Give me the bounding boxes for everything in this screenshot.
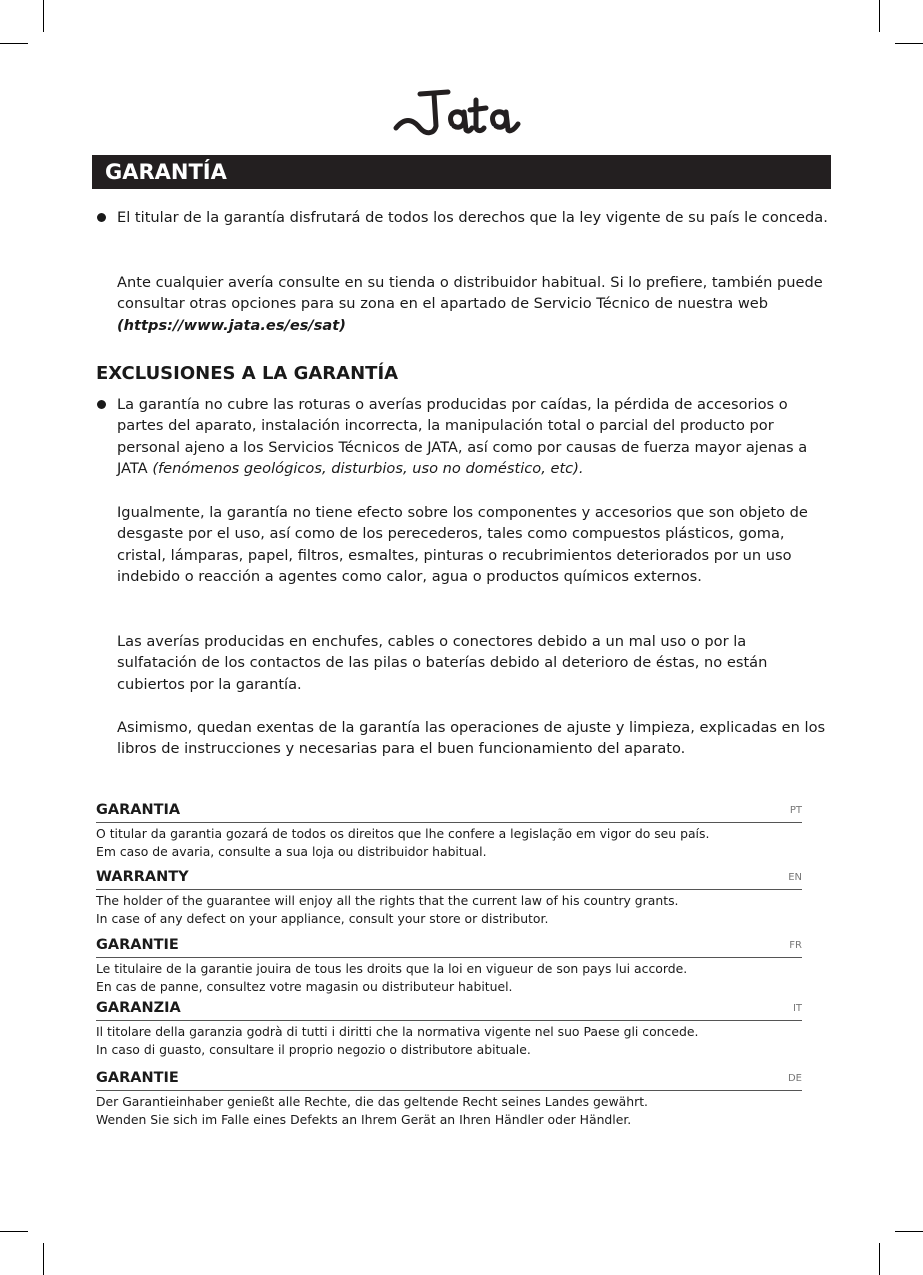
language-title: WARRANTY: [96, 869, 189, 885]
language-section-it: [96, 998, 802, 1058]
banner-title: GARANTÍA: [105, 160, 227, 184]
language-title: GARANTIE: [96, 937, 179, 953]
language-header: [96, 1068, 802, 1091]
language-section-de: [96, 1068, 802, 1128]
exclusions-paragraph-3: Las averías producidas en enchufes, cables o conectores debido a un mal uso o por la sulfatación de los contactos de las pilas o baterías debido al deterioro de éstas, no están cubiertos por la garantía.: [117, 633, 768, 693]
crop-mark-bottom-right-h: [895, 1231, 923, 1232]
crop-mark-top-right-h: [895, 43, 923, 44]
language-section-pt: [96, 800, 802, 860]
crop-mark-bottom-left-h: [0, 1231, 28, 1232]
language-line-1: Il titolare della garanzia godrà di tutti i diritti che la normativa vigente nel suo Paese gli concede.: [96, 1024, 699, 1039]
language-header: [96, 867, 802, 890]
crop-mark-top-right-v: [879, 0, 880, 32]
warranty-paragraph-2-text: Ante cualquier avería consulte en su tienda o distribuidor habitual. Si lo prefiere, también puede consultar otras opciones para su zona en el apartado de Servicio Técnico de nuestra web: [117, 274, 823, 313]
language-line-1: Le titulaire de la garantie jouira de tous les droits que la loi en vigueur de son pays lui accorde.: [96, 961, 688, 976]
crop-mark-bottom-left-v: [43, 1243, 44, 1275]
language-title: GARANTIA: [96, 802, 181, 818]
exclusions-paragraph-1-text: La garantía no cubre las roturas o averías producidas por caídas, la pérdida de accesorios o partes del aparato, instalación incorrecta, la manipulación total o parcial del producto por personal ajeno a los Servicios Técnicos de JATA, así como por causas de fuerza mayor ajenas a JATA: [117, 396, 808, 478]
jata-logo: [390, 82, 525, 140]
language-section-en: [96, 867, 802, 927]
bullet-icon: [97, 400, 106, 409]
warranty-banner: [92, 155, 831, 189]
crop-mark-top-left-h: [0, 43, 28, 44]
language-section-fr: [96, 935, 802, 995]
language-line-2: In caso di guasto, consultare il proprio negozio o distributore abituale.: [96, 1041, 531, 1057]
language-code: DE: [787, 1073, 802, 1084]
language-code: PT: [789, 805, 802, 816]
exclusions-paragraph-2: Igualmente, la garantía no tiene efecto sobre los componentes y accesorios que son objeto de desgaste por el uso, así como de los perecederos, tales como compuestos plásticos, goma, cristal, lámparas, papel, filtros, esmaltes, pinturas o recubrimientos deteriorados por un uso indebido o reacción a agentes como calor, agua o productos químicos externos.: [117, 504, 808, 586]
exclusions-paragraph-4: Asimismo, quedan exentas de la garantía las operaciones de ajuste y limpieza, explicadas en los libros de instrucciones y necesarias para el buen funcionamiento del aparato.: [117, 719, 826, 758]
language-code: EN: [788, 872, 802, 883]
language-title: GARANZIA: [96, 1000, 181, 1016]
language-header: [96, 998, 802, 1021]
warranty-paragraph-2: [117, 272, 829, 336]
language-header: [96, 800, 802, 823]
language-header: [96, 935, 802, 958]
exclusions-paragraph-1: [117, 394, 829, 480]
language-code: IT: [792, 1003, 802, 1014]
sat-link[interactable]: (https://www.jata.es/es/sat): [117, 316, 346, 334]
language-line-2: En cas de panne, consultez votre magasin ou distributeur habituel.: [96, 978, 513, 994]
language-line-1: The holder of the guarantee will enjoy all the rights that the current law of his country grants.: [96, 893, 679, 908]
exclusions-paragraph-1-italic: (fenómenos geológicos, disturbios, uso no doméstico, etc).: [152, 460, 584, 478]
language-line-1: O titular da garantia gozará de todos os direitos que lhe confere a legislação em vigor do seu país.: [96, 826, 710, 841]
exclusions-title: EXCLUSIONES A LA GARANTÍA: [96, 363, 399, 384]
language-title: GARANTIE: [96, 1070, 179, 1086]
language-code: FR: [789, 940, 802, 951]
language-line-2: Wenden Sie sich im Falle eines Defekts an Ihrem Gerät an Ihren Händler oder Händler.: [96, 1111, 632, 1127]
crop-mark-top-left-v: [43, 0, 44, 32]
crop-mark-bottom-right-v: [879, 1243, 880, 1275]
warranty-paragraph-1: El titular de la garantía disfrutará de todos los derechos que la ley vigente de su país le conceda.: [117, 209, 828, 226]
language-line-1: Der Garantieinhaber genießt alle Rechte, die das geltende Recht seines Landes gewährt.: [96, 1094, 648, 1109]
bullet-icon: [97, 213, 106, 222]
language-line-2: Em caso de avaria, consulte a sua loja ou distribuidor habitual.: [96, 843, 487, 859]
language-line-2: In case of any defect on your appliance, consult your store or distributor.: [96, 910, 549, 926]
